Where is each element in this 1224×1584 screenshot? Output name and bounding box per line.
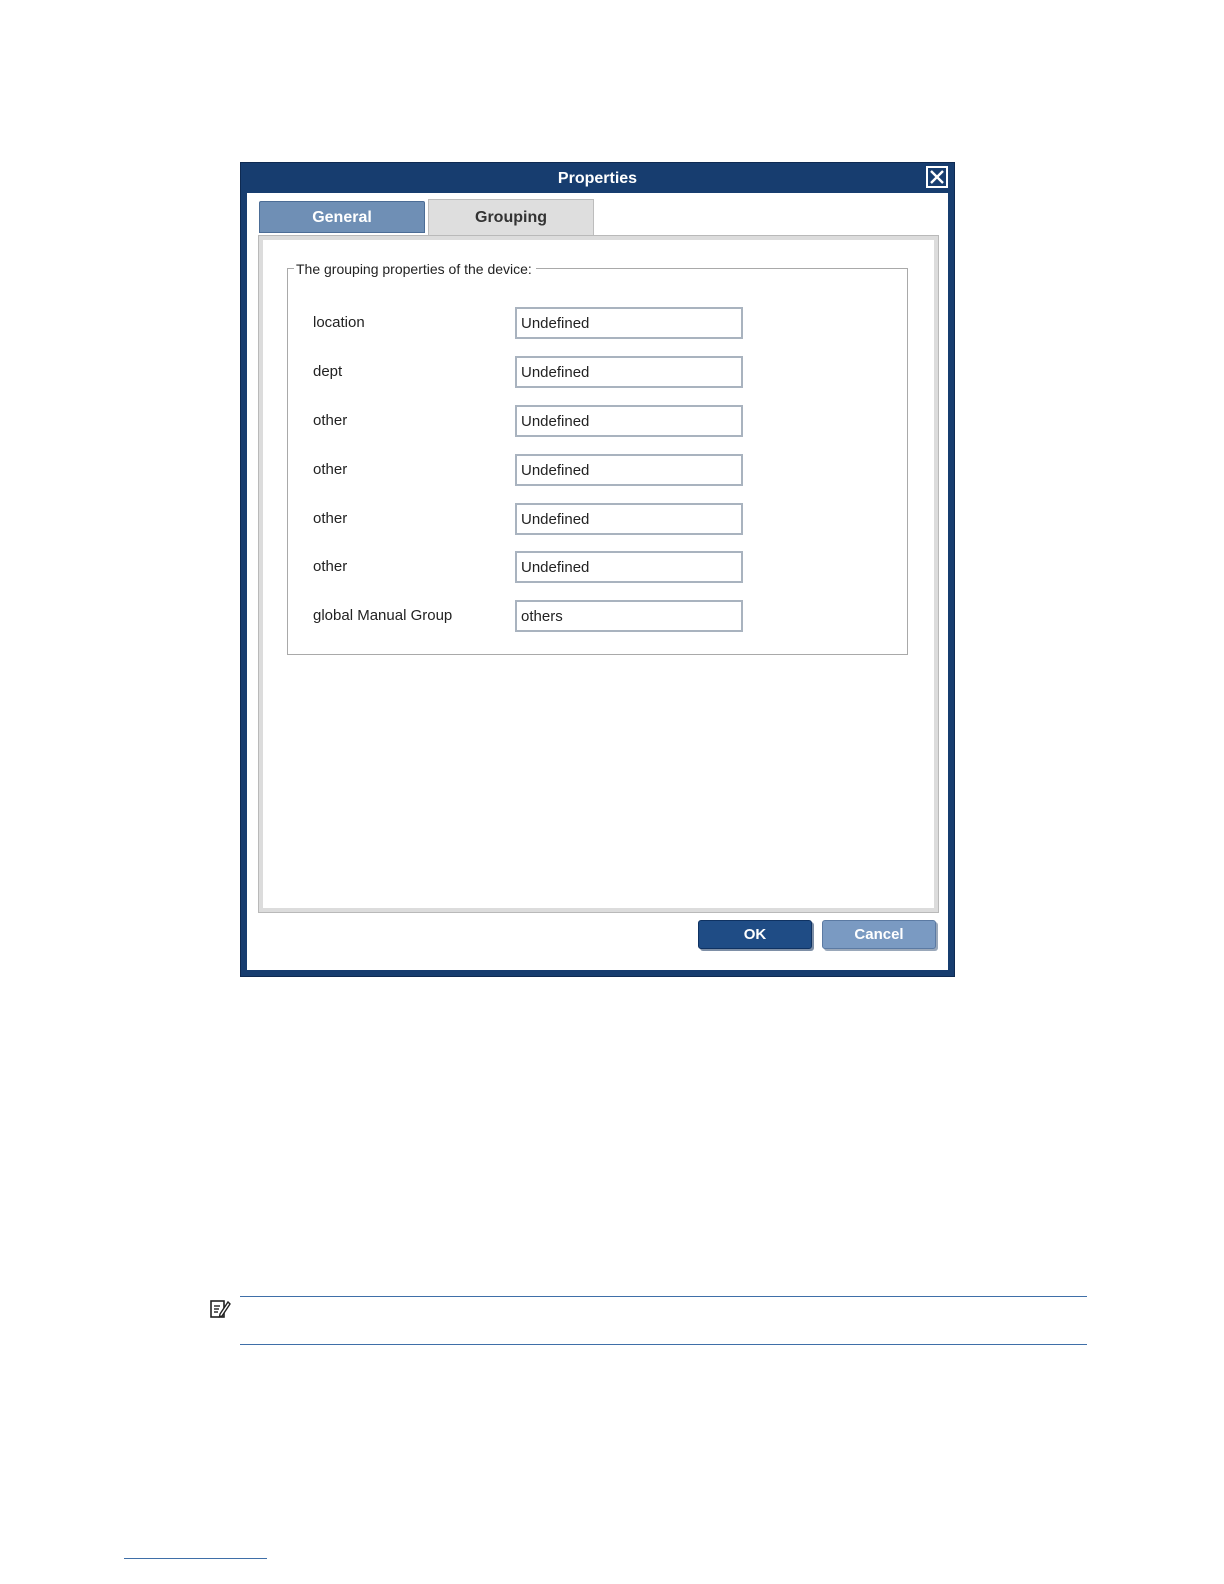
title-bar[interactable] [241, 163, 954, 193]
dept-input[interactable] [515, 356, 743, 388]
location-input[interactable] [515, 307, 743, 339]
field-row-dept [288, 356, 907, 388]
other-input-3[interactable] [515, 503, 743, 535]
close-icon [928, 168, 946, 186]
footer-rule [124, 1558, 267, 1559]
other-input-2[interactable] [515, 454, 743, 486]
field-label: other [313, 558, 348, 575]
cancel-button[interactable]: Cancel [822, 920, 936, 949]
note-rule-top [240, 1296, 1087, 1297]
note-icon [209, 1298, 231, 1320]
grouping-properties-group [287, 261, 908, 655]
other-input-1[interactable] [515, 405, 743, 437]
field-row-location [288, 307, 907, 339]
tab-general[interactable]: General [259, 201, 425, 233]
close-button[interactable] [926, 166, 948, 188]
other-input-4[interactable] [515, 551, 743, 583]
field-row-global-manual-group [288, 600, 907, 632]
dialog-body [247, 193, 948, 970]
field-row-other-3 [288, 503, 907, 535]
ok-button[interactable]: OK [698, 920, 812, 949]
field-label: other [313, 461, 348, 478]
properties-dialog [240, 162, 955, 977]
field-row-other-2 [288, 454, 907, 486]
note-rule-bottom [240, 1344, 1087, 1345]
global-manual-group-input[interactable] [515, 600, 743, 632]
grouping-panel [259, 236, 938, 912]
field-label: global Manual Group [313, 607, 453, 624]
field-label: other [313, 510, 348, 527]
tab-grouping[interactable]: Grouping [428, 199, 594, 237]
field-row-other-4 [288, 551, 907, 583]
field-row-other-1 [288, 405, 907, 437]
dialog-title: Properties [557, 170, 638, 187]
field-label: other [313, 412, 348, 429]
field-label: dept [313, 363, 343, 380]
field-label: location [313, 314, 365, 331]
group-legend: The grouping properties of the device: [294, 260, 536, 278]
